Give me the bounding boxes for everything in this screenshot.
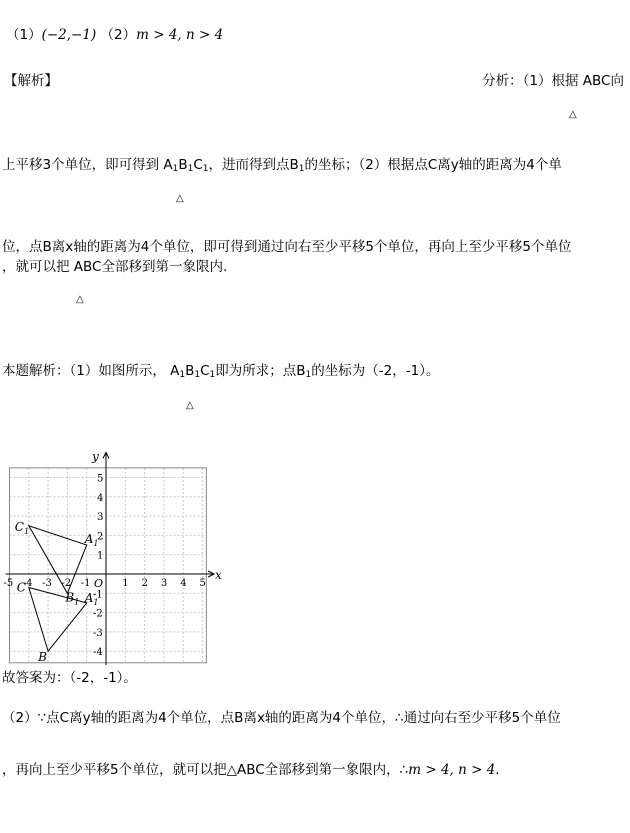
solution-answer: 故答案为：（-2，-1）。 [2,670,137,686]
y-tick-label: -1 [93,589,103,601]
triangle-symbol: △ [569,109,577,120]
grid [10,468,207,665]
triangle-symbol: △ [186,400,194,411]
label-b1-subscript: 1 [74,597,80,607]
triangle-symbol: △ [176,193,184,204]
y-tick-label: -2 [93,608,103,620]
x-tick-label: -5 [3,578,14,589]
x-tick-label: -2 [61,578,72,589]
answer-part2-label: （2） [100,27,137,43]
x-tick-label: 5 [199,578,206,589]
y-axis-label: y [92,450,99,464]
analysis-intro: 分析：（1）根据 ABC向 [482,73,624,89]
x-axis-label: x [215,568,222,582]
answer-part1-value: (−2,−1) [41,27,97,43]
y-tick-label: 2 [97,531,104,543]
solution-part2-line-1: （2）∵点C离y轴的距离为4个单位，点B离x轴的距离为4个单位，∴通过向右至少平移5个单位 [2,710,561,726]
x-tick-label: 4 [180,578,187,589]
coordinate-graph [0,450,230,665]
answer-part2-value: m > 4, n > 4 [136,27,224,43]
y-tick-label: 3 [97,512,104,524]
label-a: $A_1$ [84,590,99,607]
label-b1: $B_1$ [65,590,80,607]
analysis-line-4: ，就可以把 ABC全部移到第一象限内. [2,259,228,275]
label-c1-subscript: 1 [23,526,30,536]
label-c: C [16,580,26,595]
analysis-header: 【解析】 [4,73,58,89]
x-tick-label: -4 [22,578,33,589]
answer-part1-label: （1） [6,27,42,43]
origin-label: O [94,577,104,590]
label-a-subscript: 1 [93,597,99,607]
x-tick-label: -1 [80,578,91,589]
label-a1: $A_1$ [84,532,99,549]
x-tick-label: -3 [42,578,52,589]
analysis-line-3: 位，点B离x轴的距离为4个单位，即可得到通过向右至少平移5个单位，再向上至少平移5个单位 [2,239,572,255]
label-b: B [38,650,47,665]
answer-line [6,27,223,43]
solution-line-1: 本题解析：（1）如图所示， $A_1B_1C_1$即为所求；点$B_1$的坐标为（-2，-1）。 [2,363,440,380]
x-tick-label: 2 [141,578,148,589]
solution-part2-line-2: ，再向上至少平移5个单位，就可以把△ABC全部移到第一象限内，∴m > 4, n > 4. [2,762,500,778]
tick-labels [4,450,223,665]
label-c1: $C_1$ [14,519,30,536]
point-labels [15,520,99,664]
x-tick-label: 3 [160,578,168,589]
y-tick-label: 5 [97,473,104,485]
x-tick-label: 1 [122,578,129,589]
y-tick-label: 1 [97,550,104,562]
analysis-line-2: 上平移3个单位，即可得到 $A_1B_1C_1$，进而得到点$B_1$的坐标；（2）根据点C离y轴的距离为4个单 [2,157,562,174]
y-tick-label: -3 [93,627,103,639]
y-tick-label: 4 [97,492,104,504]
label-a1-subscript: 1 [93,539,99,549]
y-tick-label: -4 [93,647,103,659]
triangle-symbol: △ [76,294,84,305]
